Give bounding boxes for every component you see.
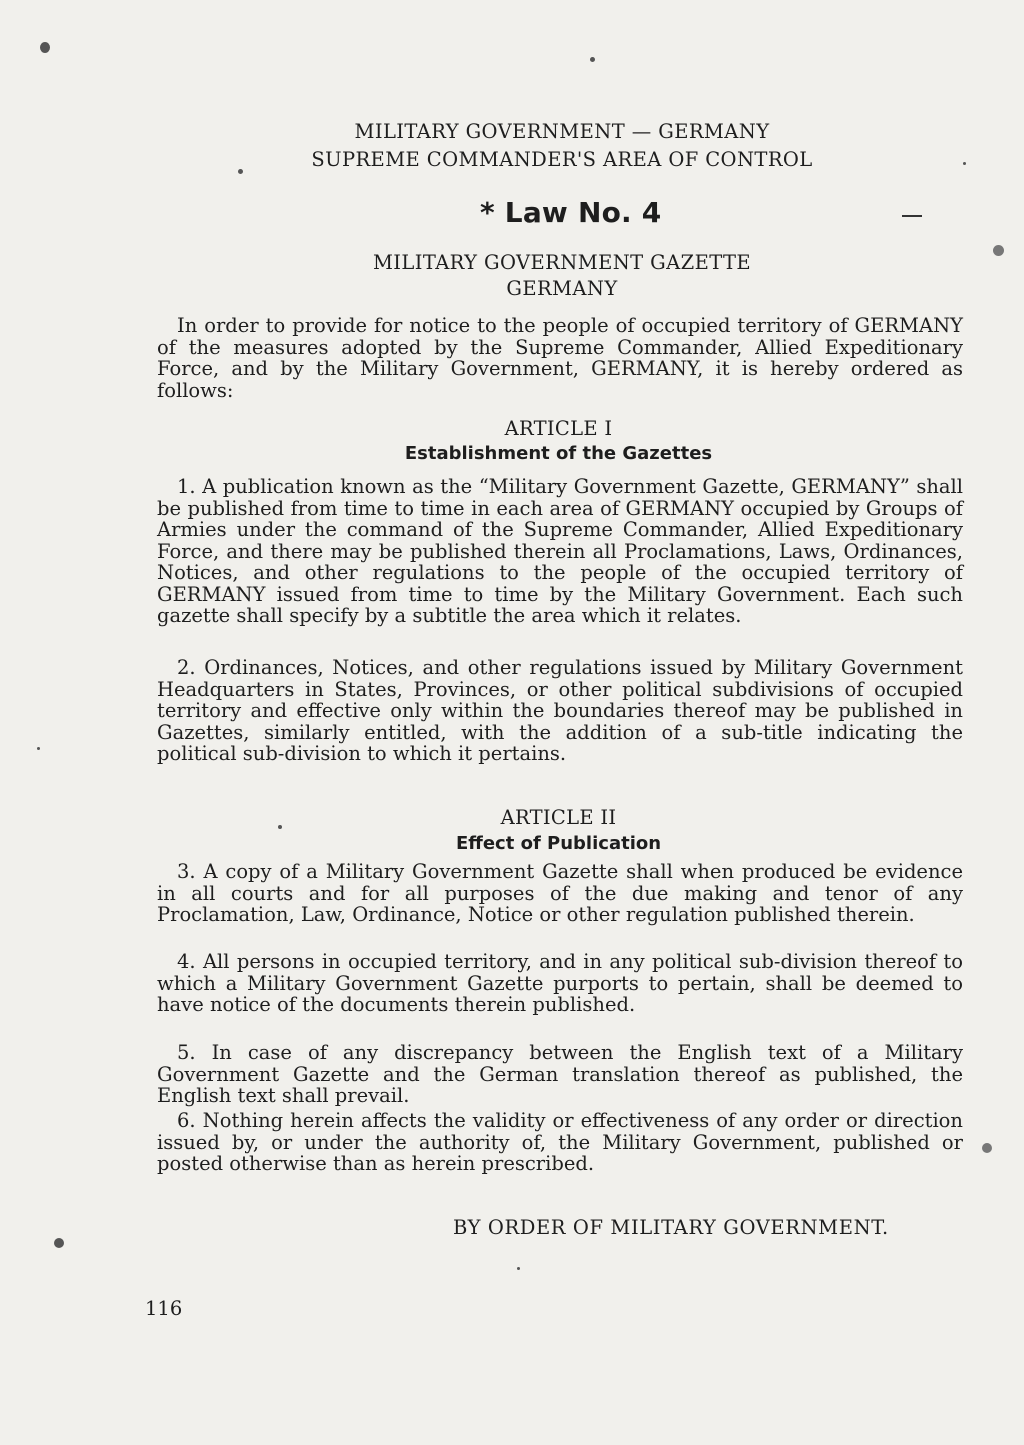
margin-dash — [902, 215, 922, 217]
paragraph-1: 1. A publication known as the “Military Government Gazette, GERMANY” shall be published from time to time in each area of GERMANY occupied by Groups of Armies under the command of the Supreme Commander, Allied Expeditionary Force, and there may be published therein all Proclamations, Laws, Ordinances, Notices, and other regulations to the people of the occupied territory of GERMANY issued from time to time by the Military Government. Each such gazette shall specify by a subtitle the area which it relates. — [157, 475, 963, 627]
scan-speck — [54, 1238, 64, 1248]
scan-speck — [982, 1143, 992, 1153]
scan-speck — [993, 245, 1004, 256]
article-2-title: ARTICLE II — [500, 806, 617, 829]
paragraph-4: 4. All persons in occupied territory, and in any political sub-division thereof to which a Military Government Gazette purports to pertain, shall be deemed to have notice of the documents therein published. — [157, 950, 963, 1016]
paragraph-2: 2. Ordinances, Notices, and other regulations issued by Military Government Headquarters in States, Provinces, or other political subdivisions of occupied territory and effective only within the boundaries thereof may be published in Gazettes, similarly entitled, with the addition of a sub-title indicating the political sub-division to which it pertains. — [157, 656, 963, 765]
article-1-title: ARTICLE I — [504, 417, 613, 440]
law-subtitle-line-1: MILITARY GOVERNMENT GAZETTE — [372, 251, 752, 274]
scan-speck — [37, 747, 40, 750]
scan-speck — [238, 169, 243, 174]
paragraph-3: 3. A copy of a Military Government Gazette shall when produced be evidence in all courts and for all purposes of the due making and tenor of any Proclamation, Law, Ordinance, Notice or other regulation published therein. — [157, 860, 963, 926]
law-title: * Law No. 4 — [480, 196, 662, 229]
scan-speck — [963, 162, 966, 165]
scan-speck — [40, 42, 50, 53]
scan-speck — [590, 57, 595, 62]
paragraph-6: 6. Nothing herein affects the validity or effectiveness of any order or direction issued by, or under the authority of, the Military Government, published or posted otherwise than as herein prescribed. — [157, 1109, 963, 1175]
paragraph-5: 5. In case of any discrepancy between the English text of a Military Government Gazette and the German translation thereof as published, the English text shall prevail. — [157, 1041, 963, 1107]
law-subtitle-line-2: GERMANY — [506, 277, 618, 300]
header-line-2: SUPREME COMMANDER'S AREA OF CONTROL — [311, 148, 813, 171]
signature-line: BY ORDER OF MILITARY GOVERNMENT. — [453, 1216, 889, 1239]
preamble-paragraph: In order to provide for notice to the people of occupied territory of GERMANY of the measures adopted by the Supreme Commander, Allied Expeditionary Force, and by the Military Government, GERMANY, it is hereby ordered as follows: — [157, 314, 963, 402]
article-1-subtitle: Establishment of the Gazettes — [404, 443, 713, 464]
article-2-subtitle: Effect of Publication — [455, 833, 662, 854]
scan-speck — [517, 1267, 520, 1270]
scan-speck — [278, 825, 282, 829]
page-number: 116 — [145, 1297, 183, 1320]
header-line-1: MILITARY GOVERNMENT — GERMANY — [354, 120, 770, 143]
